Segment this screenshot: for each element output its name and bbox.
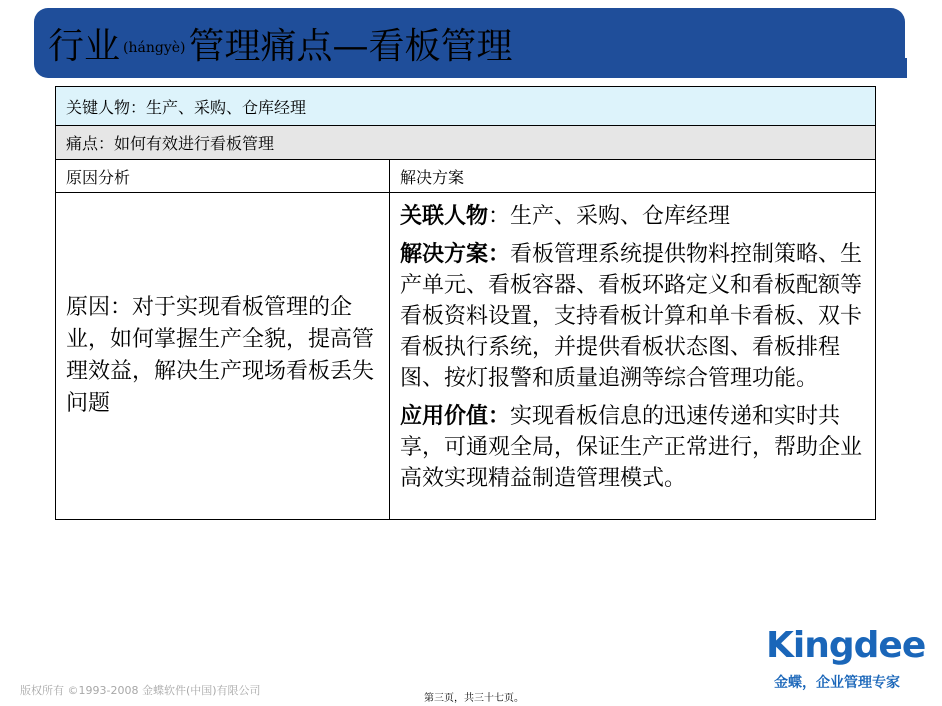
related-value: ：生产、采购、仓库经理 <box>488 204 731 229</box>
slide-title <box>48 22 513 72</box>
value-value: 实现看板信息的迅速传递和实时共享，可通观全局，保证生产正常进行，帮助企业高效实现精益制造管理模式。 <box>400 404 863 491</box>
content-row <box>56 193 876 520</box>
related-label: 关联人物 <box>400 203 489 229</box>
title-suffix: 管理痛点—看板管理 <box>188 26 513 67</box>
pain-point-row <box>56 126 876 160</box>
header-row <box>56 160 876 193</box>
header-cause: 原因分析 <box>56 160 390 193</box>
value-paragraph <box>400 401 865 494</box>
plan-label: 解决方案： <box>400 241 511 267</box>
key-person-row <box>56 87 876 126</box>
solution-paragraph <box>400 239 865 394</box>
key-person-cell: 关键人物：生产、采购、仓库经理 <box>56 87 876 126</box>
cause-cell: 原因：对于实现看板管理的企业，如何掌握生产全貌，提高管理效益，解决生产现场看板丢失问题 <box>56 193 390 520</box>
solution-cell <box>390 193 876 520</box>
kingdee-logo <box>766 625 926 692</box>
pain-point-table <box>55 86 876 520</box>
logo-tagline: 金蝶，企业管理专家 <box>774 675 900 691</box>
plan-value: 看板管理系统提供物料控制策略、生产单元、看板容器、看板环路定义和看板配额等看板资料设置，支持看板计算和单卡看板、双卡看板执行系统，并提供看板状态图、看板排程图、按灯报警和质量追溯等综合管理功能。 <box>400 242 863 391</box>
copyright-text: 版权所有 ©1993-2008 金蝶软件(中国)有限公司 <box>20 684 261 697</box>
related-person-paragraph <box>400 201 865 232</box>
logo-wordmark: Kingdee <box>766 625 926 666</box>
title-prefix: 行业 <box>48 26 121 67</box>
header-solution: 解决方案 <box>390 160 876 193</box>
title-ruby: (hángyè) <box>123 40 186 56</box>
value-label: 应用价值： <box>400 403 511 429</box>
pain-point-cell: 痛点：如何有效进行看板管理 <box>56 126 876 160</box>
page-number: 第三页，共三十七页。 <box>424 693 524 704</box>
